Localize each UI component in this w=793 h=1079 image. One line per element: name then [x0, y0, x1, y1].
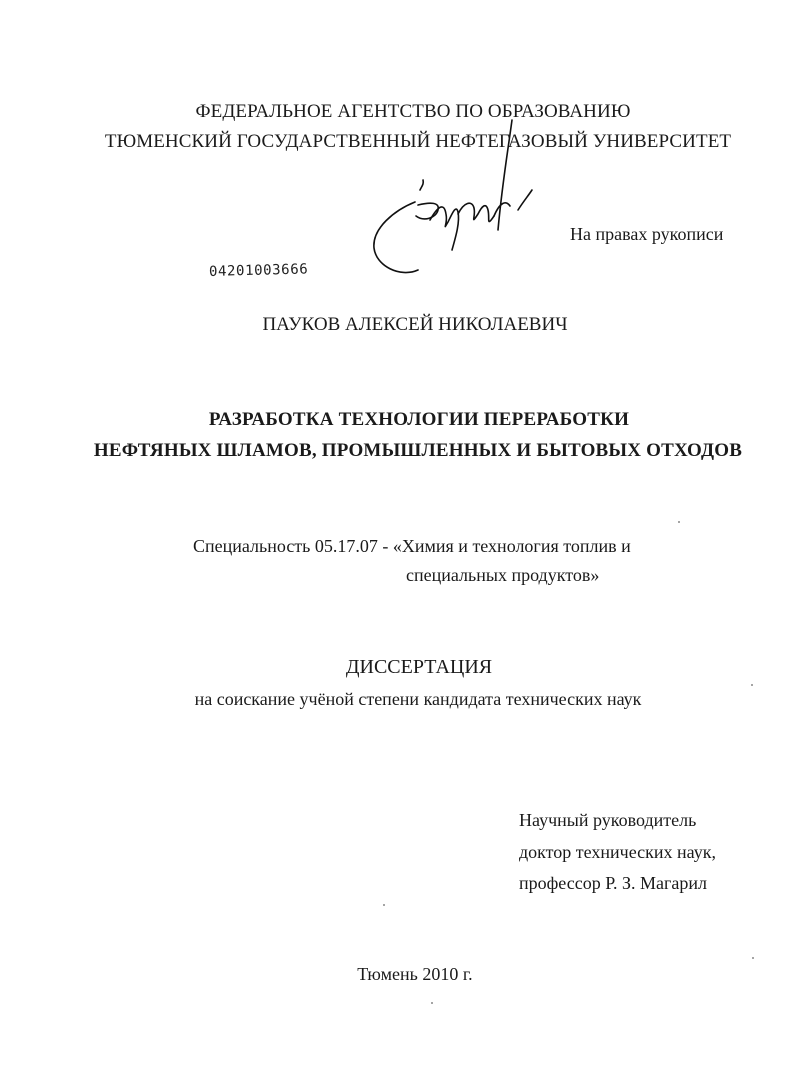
author-name: ПАУКОВ АЛЕКСЕЙ НИКОЛАЕВИЧ — [262, 314, 568, 335]
scan-speck — [383, 904, 385, 906]
agency-name: ФЕДЕРАЛЬНОЕ АГЕНТСТВО ПО ОБРАЗОВАНИЮ — [195, 101, 631, 122]
scan-speck — [752, 957, 754, 959]
registration-number: 04201003666 — [208, 261, 309, 280]
thesis-title-line-2: НЕФТЯНЫХ ШЛАМОВ, ПРОМЫШЛЕННЫХ И БЫТОВЫХ ОТХОДОВ — [93, 440, 743, 461]
document-type: ДИССЕРТАЦИЯ — [345, 656, 493, 678]
scan-speck — [678, 521, 680, 523]
degree-statement: на соискание учёной степени кандидата технических наук — [194, 689, 642, 709]
supervisor-name: профессор Р. З. Магарил — [519, 873, 707, 893]
rights-note: На правах рукописи — [570, 224, 724, 244]
supervisor-degree: доктор технических наук, — [519, 842, 716, 862]
thesis-title-line-1: РАЗРАБОТКА ТЕХНОЛОГИИ ПЕРЕРАБОТКИ — [208, 409, 630, 430]
scan-speck — [431, 1002, 433, 1004]
handwritten-signature — [360, 110, 550, 290]
specialty-line-1: Специальность 05.17.07 - «Химия и технология топлив и — [193, 536, 631, 556]
city-year: Тюмень 2010 г. — [357, 964, 473, 984]
scan-speck — [751, 684, 753, 686]
supervisor-label: Научный руководитель — [519, 810, 697, 830]
university-name: ТЮМЕНСКИЙ ГОСУДАРСТВЕННЫЙ НЕФТЕГАЗОВЫЙ УНИВЕРСИТЕТ — [104, 131, 732, 152]
specialty-line-2: специальных продуктов» — [406, 565, 600, 585]
